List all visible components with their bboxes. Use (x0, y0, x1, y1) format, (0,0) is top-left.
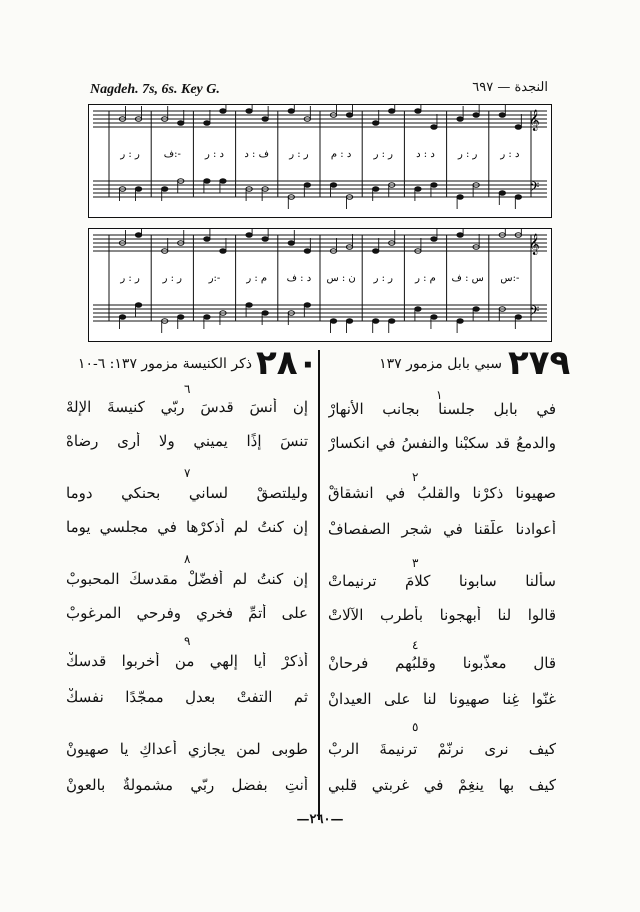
note-head (499, 113, 505, 118)
note-head (330, 319, 336, 324)
verse-line: كيف نرى نرنّمْ ترنيمةَ الربْ (328, 740, 556, 758)
verse-line: أذكرْ أيا إلهي من أخربوا قدسكْ (66, 652, 308, 670)
staff-system-2 (89, 229, 551, 341)
note-head (288, 241, 294, 246)
solfa-syllables: ف : د (244, 149, 269, 160)
verse-line: كيف بها ينغِمْ في غربتي قلبي (328, 776, 556, 794)
verse-line: غنّوا غِنا صهيونا لنا على العيدانْ (328, 690, 556, 708)
treble-clef-icon: 𝄞 (529, 110, 540, 131)
verse-number: ٤ (412, 638, 419, 652)
solfa-syllables: د : د (416, 149, 435, 160)
verse-line: قالوا لنا أبهجونا بأطرب الآلاتْ (328, 606, 556, 624)
note-head (415, 187, 421, 192)
solfa-syllables: -:س (500, 273, 520, 284)
solfa-syllables: ر : ر (373, 149, 393, 160)
note-head (220, 249, 226, 254)
note-head (304, 183, 310, 188)
note-head (373, 249, 379, 254)
solfa-syllables: ر : ر (120, 273, 140, 284)
music-score-system-2 (88, 228, 552, 342)
bass-clef-icon: 𝄢 (529, 179, 540, 198)
tune-number: النجدة — ٦٩٧ (472, 80, 548, 95)
note-head (220, 109, 226, 114)
note-head (119, 315, 125, 320)
note-head (515, 125, 521, 130)
solfa-syllables: د : ف (286, 273, 312, 284)
solfa-syllables: م : ر (415, 273, 436, 284)
note-head (204, 315, 210, 320)
note-head (431, 125, 437, 130)
solfa-syllables: د : ر (204, 149, 225, 160)
solfa-syllables: م : ر (246, 273, 268, 284)
note-head (515, 195, 521, 200)
note-head (304, 249, 310, 254)
note-head (473, 307, 479, 312)
note-head (204, 179, 210, 184)
note-head (473, 113, 479, 118)
tune-name: Nagdeh. 7s, 6s. Key G. (90, 82, 220, 97)
note-head (431, 315, 437, 320)
note-head (246, 303, 252, 308)
solfa-syllables: س : ف (451, 273, 484, 284)
note-head (431, 183, 437, 188)
verse-number: ٢ (412, 470, 419, 484)
music-score-system-1 (88, 104, 552, 218)
note-head (304, 303, 310, 308)
note-head (330, 183, 336, 188)
solfa-syllables: ر : ر (373, 273, 393, 284)
note-head (431, 237, 437, 242)
note-head (373, 187, 379, 192)
verse-line: على أتمِّ فخري وفرحي المرغوبْ (66, 604, 308, 622)
verse-line: إن كنتُ لم أفضّلْ مقدسكَ المحبوبْ (66, 570, 308, 588)
note-head (457, 117, 463, 122)
solfa-syllables: -:ف (163, 149, 181, 160)
note-head (162, 187, 168, 192)
note-head (178, 121, 184, 126)
note-head (262, 311, 268, 316)
note-head (220, 179, 226, 184)
column-divider (318, 350, 320, 820)
hymn-number-279: ٢٧٩ (508, 343, 571, 383)
note-head (262, 237, 268, 242)
solfa-syllables: د : ر (500, 149, 520, 160)
note-head (346, 319, 352, 324)
note-head (457, 319, 463, 324)
note-head (204, 121, 210, 126)
note-head (373, 319, 379, 324)
verse-number: ٩ (184, 634, 191, 648)
verse-line: أعوادنا علّقنا في شجر الصفصافْ (328, 520, 556, 538)
verse-number: ١ (436, 388, 443, 402)
verse-line: صهيونا ذكرْنا والقلبُ في انشقاقْ (328, 484, 556, 502)
solfa-syllables: ر : ر (289, 149, 309, 160)
hymn-title-280: ذكر الكنيسة مزمور ١٣٧: ٦-١٠ (77, 356, 252, 372)
note-head (415, 109, 421, 114)
note-head (389, 109, 395, 114)
verse-line: إن كنتُ لم أذكرْها في مجلسي يوما (66, 518, 308, 536)
note-head (262, 117, 268, 122)
note-head (499, 191, 505, 196)
solfa-syllables: ن : س (326, 273, 356, 284)
note-head (457, 195, 463, 200)
note-head (246, 109, 252, 114)
verse-line: طوبى لمن يجازي أعداكِ يا صهيونْ (66, 740, 308, 758)
note-head (389, 319, 395, 324)
verse-line: سألنا سابونا كلامَ ترنيماتْ (328, 572, 556, 590)
note-head (346, 113, 352, 118)
page-number: —٢٦٠— (296, 812, 344, 827)
verse-line: إن أنسَ قدسَ ربّي كنيسةَ الإلهْ (66, 398, 308, 416)
verse-line: ثم التفتْ بعدلٍ ممجّدًا نفسكْ (66, 688, 308, 706)
verse-number: ٣ (412, 556, 419, 570)
hymn-number-280: ٢٨٠ (256, 343, 319, 383)
treble-clef-icon: 𝄞 (529, 234, 540, 255)
verse-line: في بابلٍ جلسنا بجانب الأنهارْ (328, 400, 556, 418)
verse-number: ٨ (184, 552, 191, 566)
note-head (415, 307, 421, 312)
note-head (135, 187, 141, 192)
solfa-syllables: د : م (330, 149, 352, 160)
note-head (373, 121, 379, 126)
note-head (204, 237, 210, 242)
note-head (135, 303, 141, 308)
verse-number: ٧ (184, 466, 191, 480)
solfa-syllables: ر : ر (162, 273, 182, 284)
solfa-syllables: ر : ر (458, 149, 478, 160)
note-head (135, 233, 141, 238)
verse-line: قال معذّبونا وقلبُهم فرحانْ (328, 654, 556, 672)
verse-line: تنسَ إذًا يميني ولا أرى رضاهْ (66, 432, 308, 450)
verse-line: وليلتصقْ لساني بحنكي دوما (66, 484, 308, 502)
staff-system-1 (89, 105, 551, 217)
note-head (515, 315, 521, 320)
note-head (178, 315, 184, 320)
verse-number: ٥ (412, 720, 419, 734)
note-head (457, 233, 463, 238)
verse-number: ٦ (184, 382, 191, 396)
solfa-syllables: ر : ر (120, 149, 140, 160)
solfa-syllables: -:ر (208, 273, 221, 284)
note-head (246, 233, 252, 238)
hymn-title-279: سبي بابل مزمور ١٣٧ (379, 356, 502, 372)
verse-line: والدمعُ قد سكبْنا والنفسُ في انكسارْ (328, 434, 556, 452)
bass-clef-icon: 𝄢 (529, 303, 540, 322)
note-head (288, 109, 294, 114)
verse-line: أنتِ بفضلِ ربّي مشمولةٌ بالعونْ (66, 776, 308, 794)
